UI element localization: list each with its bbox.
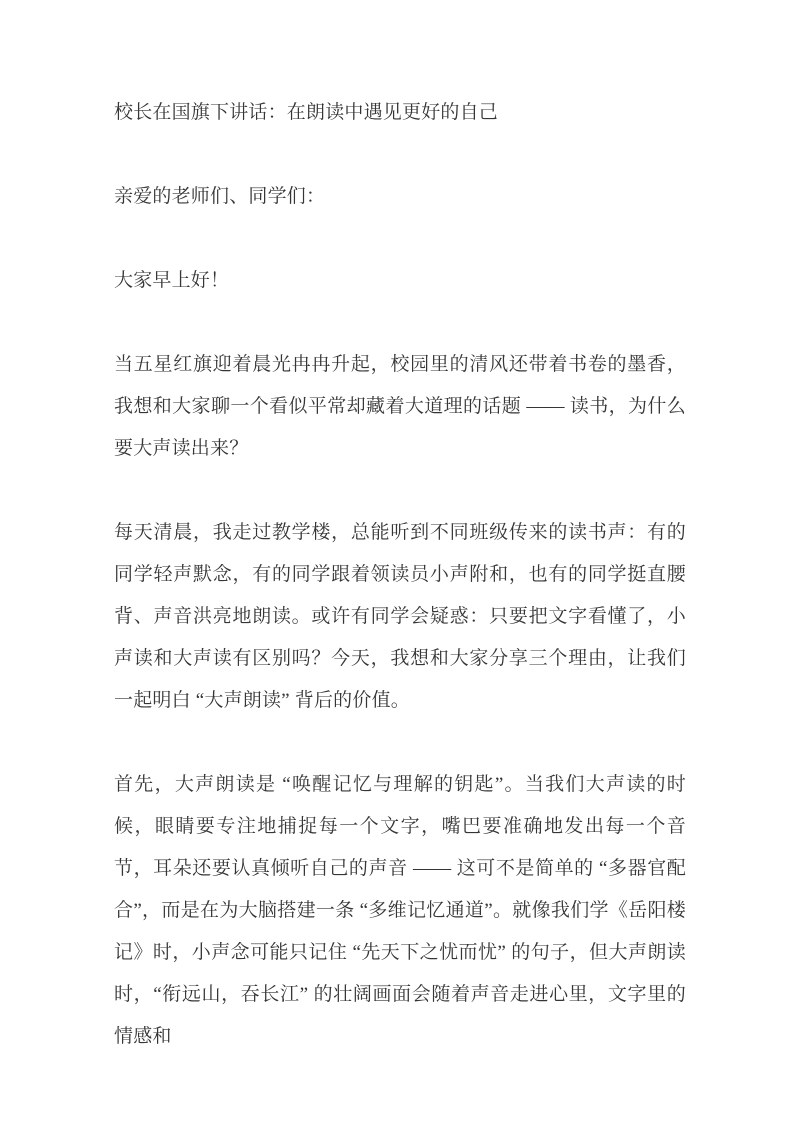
document-title: 校长在国旗下讲话：在朗读中遇见更好的自己 [114, 102, 499, 123]
paragraph: 首先，大声朗读是 “唤醒记忆与理解的钥匙”。当我们大声读的时候，眼睛要专注地捕捉每一个文字，嘴巴要准确地发出每一个音节，耳朵还要认真倾听自己的声音 —— 这可不是简单的 “多器官配合”，而是在为大脑搭建一条 “多维记忆通道”。就像我们学《岳阳楼记》时，小声念可能只记住 “先天下之忧而忧” 的句子，但大声朗读时，“衔远山，吞长江” 的壮阔画面会随着声音走进心里，文字里的情感和 [114, 774, 686, 1047]
paragraph: 每天清晨，我走过教学楼，总能听到不同班级传来的读书声：有的同学轻声默念，有的同学跟着领读员小声附和，也有的同学挺直腰背、声音洪亮地朗读。或许有同学会疑惑：只要把文字看懂了，小声读和大声读有区别吗？今天，我想和大家分享三个理由，让我们一起明白 “大声朗读” 背后的价值。 [114, 522, 686, 711]
paragraph: 当五星红旗迎着晨光冉冉升起，校园里的清风还带着书卷的墨香，我想和大家聊一个看似平常却藏着大道理的话题 —— 读书，为什么要大声读出来？ [114, 354, 686, 459]
salutation-line: 亲爱的老师们、同学们： [114, 186, 326, 207]
greeting-line: 大家早上好！ [114, 270, 230, 291]
